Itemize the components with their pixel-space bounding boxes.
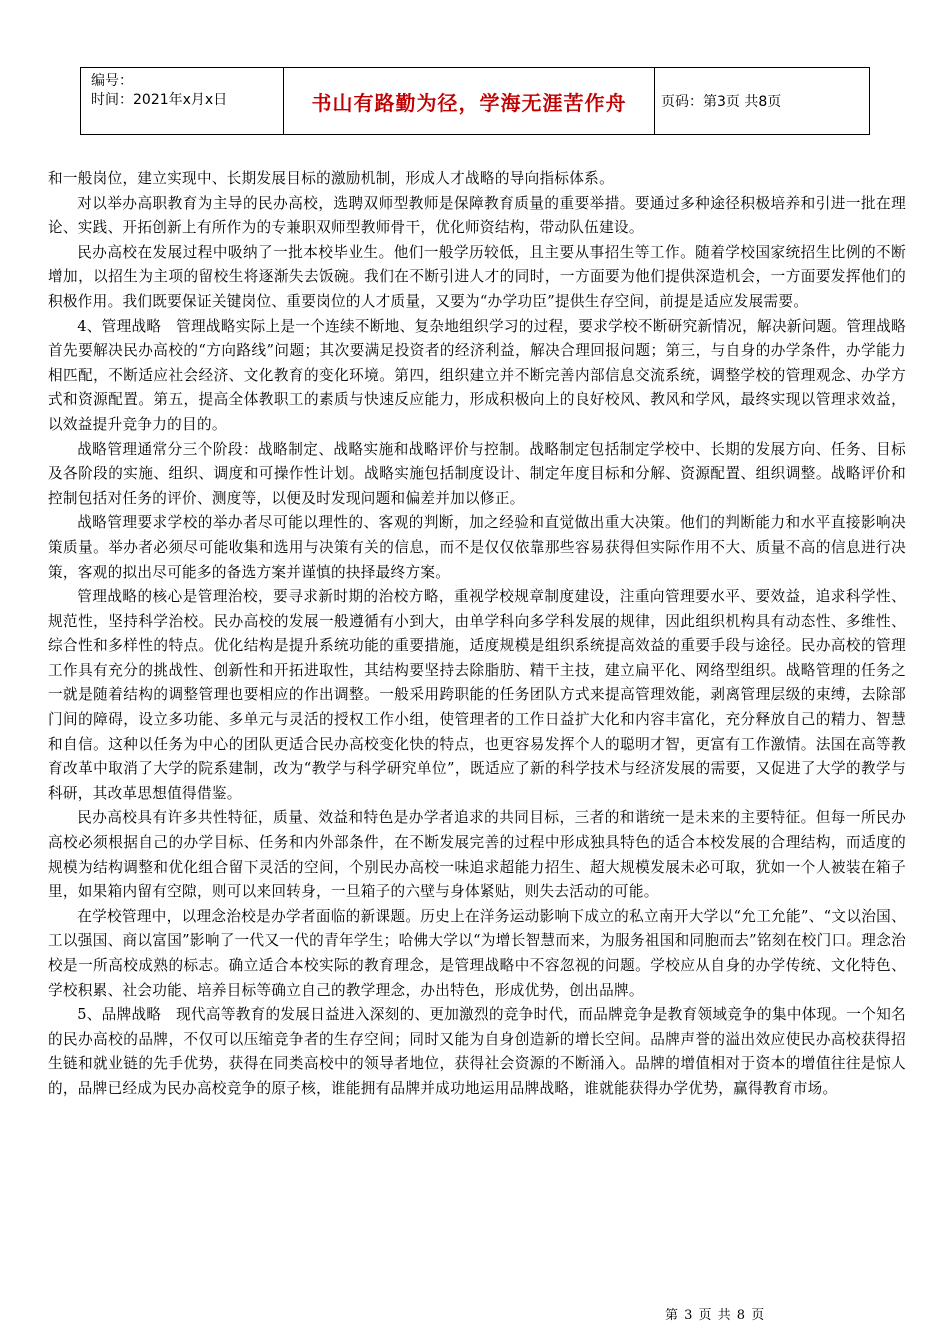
document-body	[48, 167, 906, 1102]
paragraph: 民办高校具有许多共性特征，质量、效益和特色是办学者追求的共同目标，三者的和谐统一是未来的主要特征。但每一所民办高校必须根据自己的办学目标、任务和内外部条件，在不断发展完善的过程中形成独具特色的适合本校发展的合理结构，而适度的规模为结构调整和优化组合留下灵活的空间，个别民办高校一味追求超能力招生、超大规模发展未必可取，犹如一个人被装在箱子里，如果箱内留有空隙，则可以来回转身，一旦箱子的六壁与身体紧贴，则失去活动的可能。	[48, 809, 906, 901]
header-motto: 书山有路勤为径，学海无涯苦作舟	[284, 68, 655, 134]
paragraph: 4、管理战略 管理战略实际上是一个连续不断地、复杂地组织学习的过程，要求学校不断研究新情况，解决新问题。管理战略首先要解决民办高校的“方向路线”问题；其次要满足投资者的经济利益，解决合理回报问题；第三，与自身的办学条件，办学能力相匹配，不断适应社会经济、文化教育的变化环境。第四，组织建立并不断完善内部信息交流系统，调整学校的管理观念、办学方式和资源配置。第五，提高全体教职工的素质与快速反应能力，形成积极向上的良好校风、教风和学风，最终实现以管理求效益，以效益提升竞争力的目的。	[48, 317, 906, 433]
page-footer: 第 3 页 共 8 页	[665, 1308, 766, 1323]
paragraph: 5、品牌战略 现代高等教育的发展日益进入深刻的、更加激烈的竞争时代，而品牌竞争是教育领域竞争的集中体现。一个知名的民办高校的品牌，不仅可以压缩竞争者的生存空间；同时又能为自身创造新的增长空间。品牌声誉的溢出效应使民办高校获得招生链和就业链的先手优势，获得在同类高校中的领导者地位，获得社会资源的不断涌入。品牌的增值相对于资本的增值往往是惊人的，品牌已经成为民办高校竞争的原子核，谁能拥有品牌并成功地运用品牌战略，谁就能获得办学优势，赢得教育市场。	[48, 1006, 906, 1097]
number-label: 编号：	[91, 73, 133, 89]
paragraph: 民办高校在发展过程中吸纳了一批本校毕业生。他们一般学历较低，且主要从事招生等工作。随着学校国家统招生比例的不断增加，以招生为主项的留校生将逐渐失去饭碗。我们在不断引进人才的同时，一方面要为他们提供深造机会，一方面要发挥他们的积极作用。我们既要保证关键岗位、重要岗位的人才质量，又要为“办学功臣”提供生存空间，前提是适应发展需要。	[48, 243, 906, 310]
header-page-info: 页码：第3页 共8页	[661, 94, 782, 110]
paragraph: 和一般岗位，建立实现中、长期发展目标的激励机制，形成人才战略的导向指标体系。	[48, 170, 614, 187]
paragraph: 管理战略的核心是管理治校，要寻求新时期的治校方略，重视学校规章制度建设，注重向管理要水平、要效益，追求科学性、规范性，坚持科学治校。民办高校的发展一般遵循有小到大，由单学科向多学科发展的规律，因此组织机构具有动态性、多维性、综合性和多样性的特点。优化结构是提升系统功能的重要措施，适度规模是组织系统提高效益的重要手段与途径。民办高校的管理工作具有充分的挑战性、创新性和开拓进取性，其结构要坚持去除脂肪、精干主技，建立扁平化、网络型组织。战略管理的任务之一就是随着结构的调整管理也要相应的作出调整。一般采用跨职能的任务团队方式来提高管理效能，剥离管理层级的束缚，去除部门间的障碍，设立多功能、多单元与灵活的授权工作小组，使管理者的工作日益扩大化和内容丰富化，充分释放自己的精力、智慧和自信。这种以任务为中心的团队更适合民办高校变化快的特点，也更容易发挥个人的聪明才智，更富有工作激情。法国在高等教育改革中取消了大学的院系建制，改为“教学与科学研究单位”，既适应了新的科学技术与经济发展的需要，又促进了大学的教学与科研，其改革思想值得借鉴。	[48, 588, 906, 802]
paragraph: 战略管理要求学校的举办者尽可能以理性的、客观的判断，加之经验和直觉做出重大决策。他们的判断能力和水平直接影响决策质量。举办者必须尽可能收集和选用与决策有关的信息，而不是仅仅依靠那些容易获得但实际作用不大、质量不高的信息进行决策，客观的拟出尽可能多的备选方案并谨慎的抉择最终方案。	[48, 514, 906, 581]
header-meta	[81, 68, 284, 134]
paragraph: 对以举办高职教育为主导的民办高校，选聘双师型教师是保障教育质量的重要举措。要通过多种途径积极培养和引进一批在理论、实践、开拓创新上有所作为的专兼职双师型教师骨干，优化师资结构，带动队伍建设。	[48, 194, 906, 237]
page-header	[80, 67, 870, 135]
time-label: 时间：2021年x月x日	[91, 92, 228, 108]
paragraph: 在学校管理中，以理念治校是办学者面临的新课题。历史上在洋务运动影响下成立的私立南开大学以“允工允能”、“文以治国、工以强国、商以富国”影响了一代又一代的青年学生；哈佛大学以“为增长智慧而来，为服务祖国和同胞而去”铭刻在校门口。理念治校是一所高校成熟的标志。确立适合本校实际的教育理念，是管理战略中不容忽视的问题。学校应从自身的办学传统、文化特色、学校积累、社会功能、培养目标等确立自己的教学理念，办出特色，形成优势，创出品牌。	[48, 907, 906, 999]
paragraph: 战略管理通常分三个阶段：战略制定、战略实施和战略评价与控制。战略制定包括制定学校中、长期的发展方向、任务、目标及各阶段的实施、组织、调度和可操作性计划。战略实施包括制度设计、制定年度目标和分解、资源配置、组织调整。战略评价和控制包括对任务的评价、测度等，以便及时发现问题和偏差并加以修正。	[48, 440, 906, 507]
